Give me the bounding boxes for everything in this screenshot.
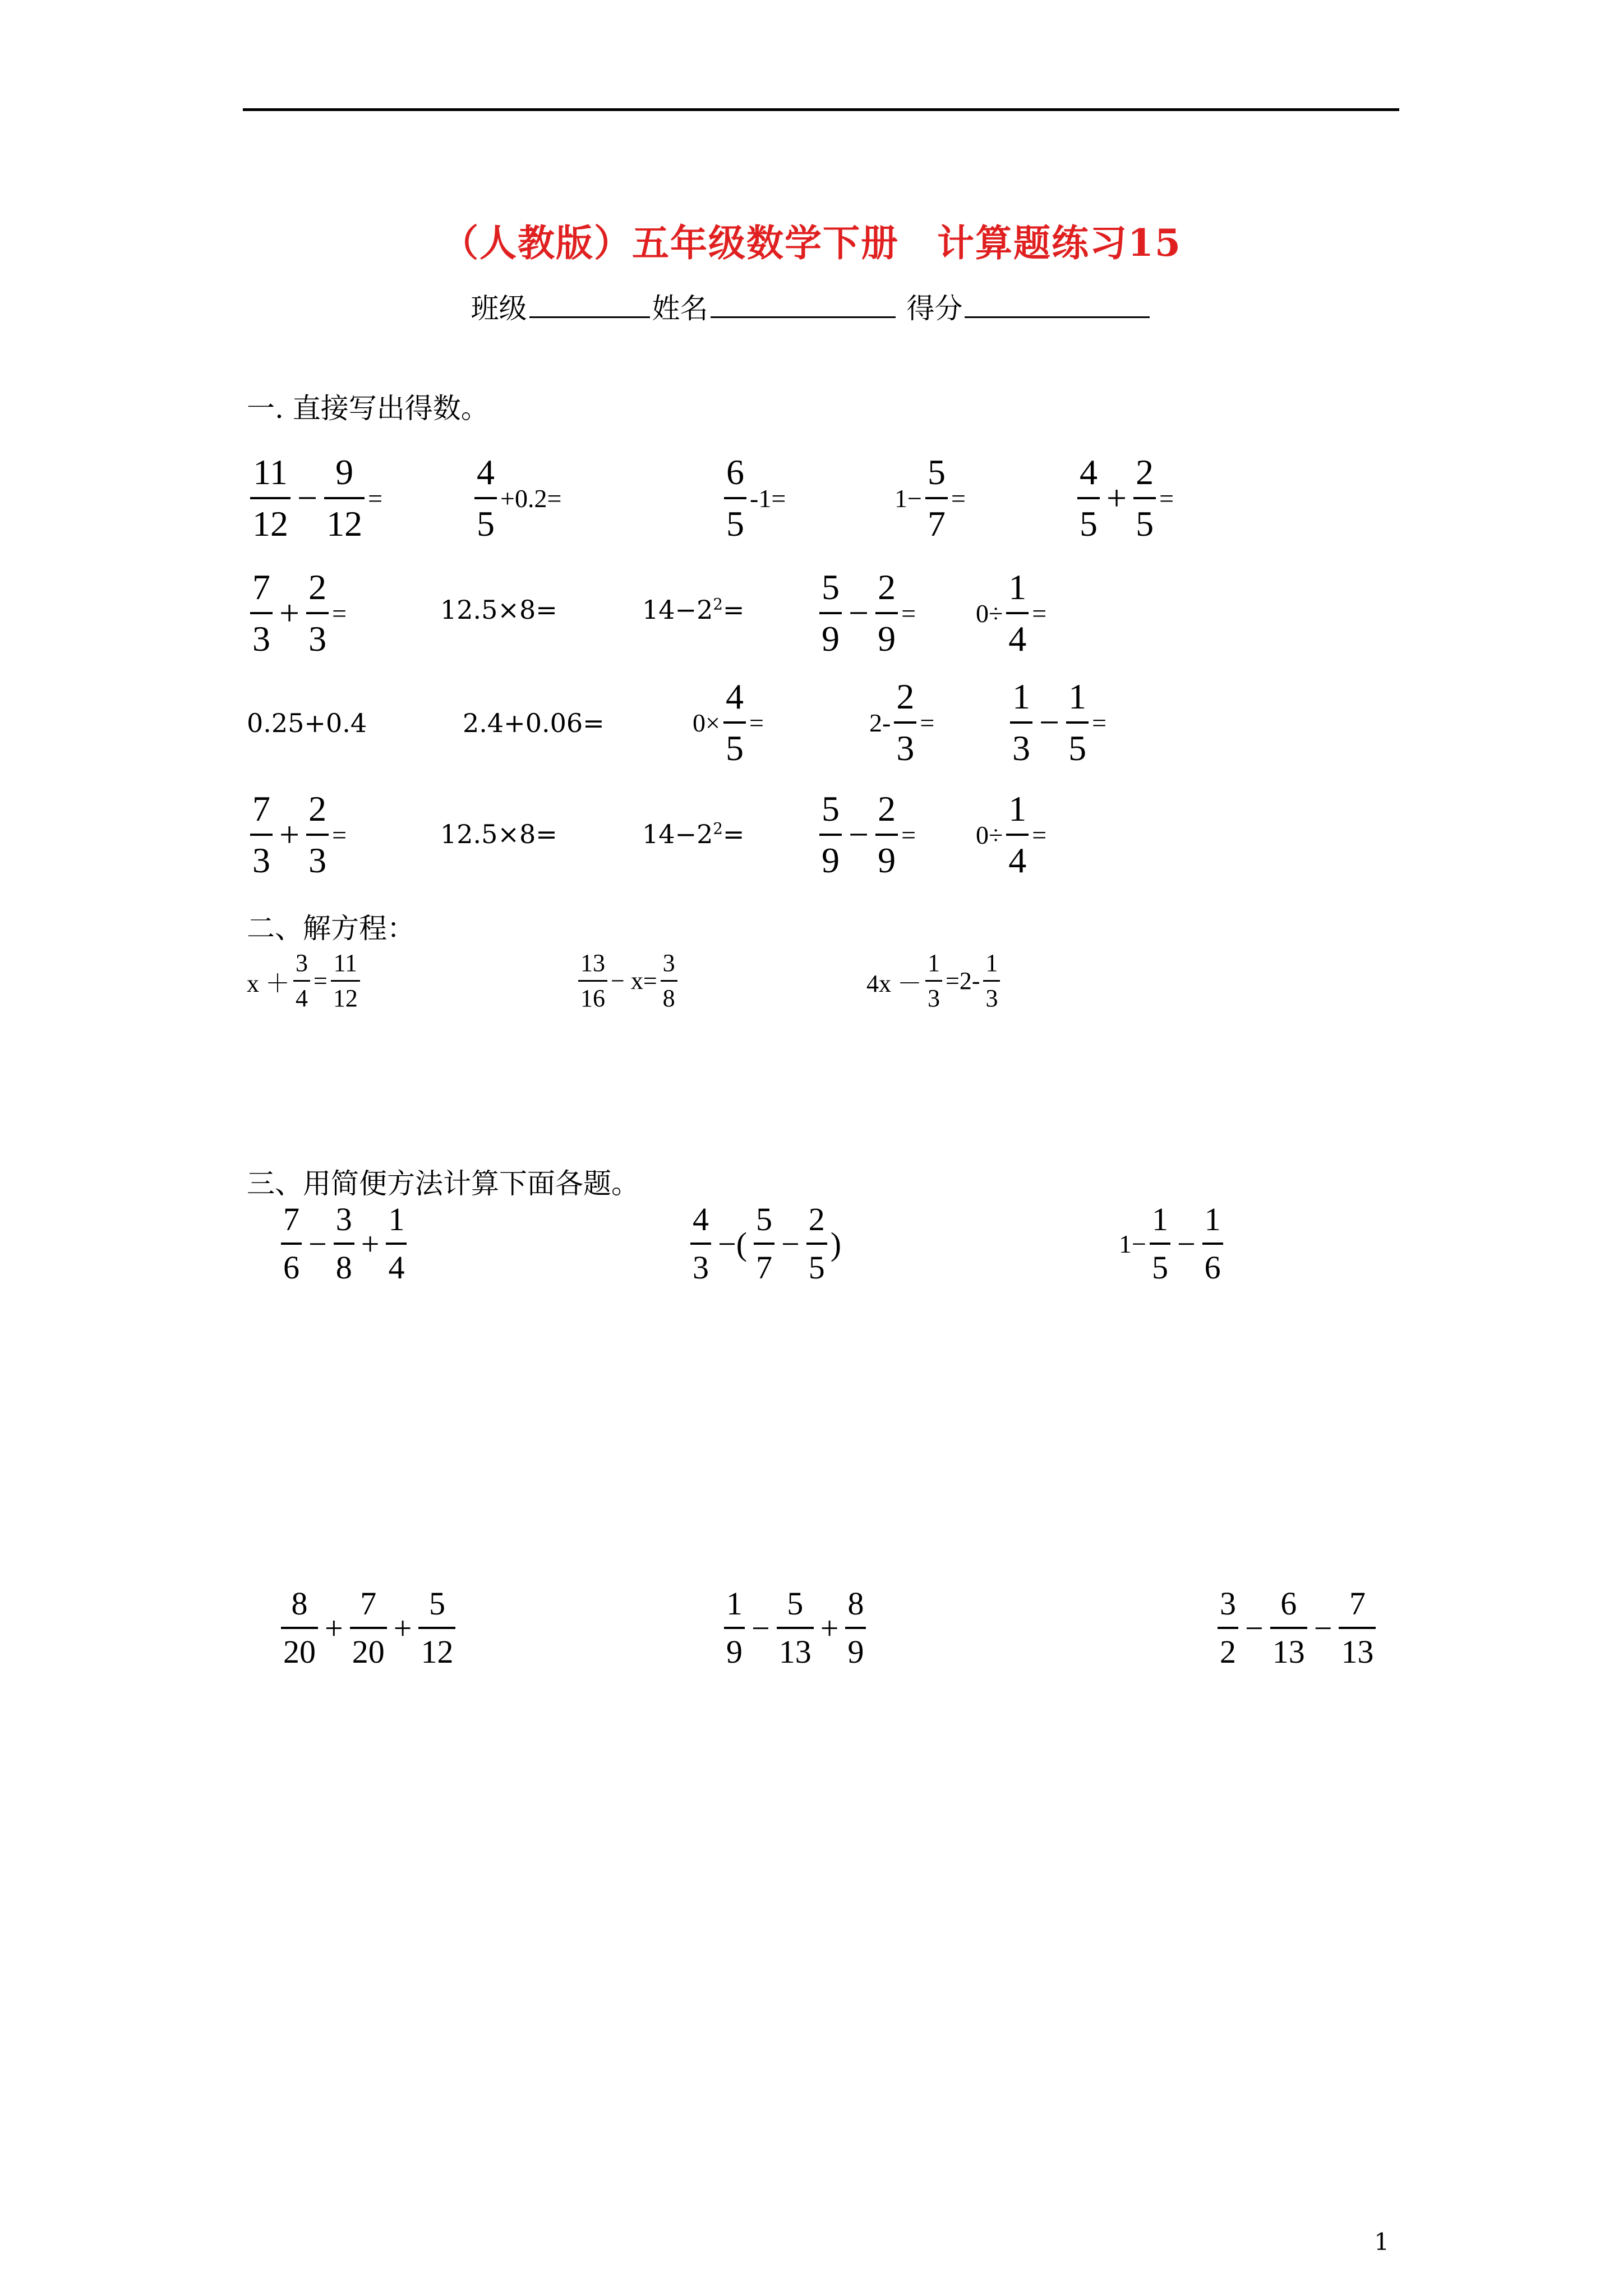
numerator: 6 [726, 452, 744, 492]
denominator: 3 [308, 840, 327, 880]
math-text: +0.2= [500, 484, 562, 513]
math-text: = [1159, 484, 1174, 513]
fraction [875, 569, 898, 657]
numerator: 1 [726, 1585, 743, 1622]
denominator: 3 [985, 984, 998, 1012]
denominator: 5 [725, 728, 744, 768]
fraction [661, 951, 677, 1011]
problem-4-3: $14-2^2=$ [642, 819, 745, 849]
math-text: = [920, 708, 935, 737]
fraction [894, 679, 916, 766]
fraction-bar [1010, 721, 1032, 724]
denominator: 12 [326, 504, 363, 544]
numerator: 7 [252, 567, 270, 607]
numerator: 4 [1080, 452, 1098, 492]
fraction [1270, 1585, 1307, 1670]
fraction-bar [1133, 497, 1156, 499]
numerator: 7 [360, 1585, 377, 1622]
math-text: 0÷ [976, 599, 1003, 628]
problem-4-2: 12.5×8= [440, 819, 557, 849]
fraction-bar [894, 721, 916, 724]
denominator: 5 [477, 504, 495, 544]
denominator: 9 [878, 840, 896, 880]
problem-4-1 [247, 791, 347, 878]
math-text: -1= [750, 484, 786, 513]
numerator: 8 [847, 1585, 864, 1622]
fraction-bar [1339, 1627, 1376, 1629]
fraction-bar [334, 1243, 354, 1245]
numerator: 1 [928, 949, 940, 977]
simplify-6 [1214, 1585, 1379, 1670]
denominator: 3 [308, 619, 327, 659]
numerator: 2 [1136, 452, 1154, 492]
math-text: 4x － [866, 969, 922, 997]
fraction [1339, 1585, 1376, 1670]
math-text: 0× [693, 708, 720, 737]
numerator: 5 [428, 1585, 445, 1622]
student-info-line [0, 286, 1623, 326]
numerator: 11 [253, 452, 288, 492]
fraction-bar [875, 834, 898, 836]
denominator: 6 [283, 1249, 299, 1286]
fraction-bar [925, 497, 948, 499]
fraction-bar [819, 612, 842, 614]
top-rule [243, 108, 1399, 111]
numerator: 2 [308, 567, 327, 607]
numerator: 2 [808, 1201, 825, 1237]
numerator: 1 [1012, 677, 1030, 716]
numerator: 5 [822, 789, 840, 829]
numerator: 3 [1220, 1585, 1236, 1622]
numerator: 8 [291, 1585, 308, 1622]
numerator: 2 [308, 789, 327, 829]
simplify-5 [721, 1585, 869, 1670]
denominator: 20 [283, 1634, 316, 1670]
score-blank[interactable] [965, 292, 1150, 318]
fraction [925, 454, 948, 542]
math-text: = [951, 484, 966, 513]
numerator: 6 [1280, 1585, 1297, 1622]
math-text: = [313, 967, 328, 995]
problem-4-4 [816, 791, 916, 878]
denominator: 16 [580, 984, 605, 1012]
fraction [1218, 1585, 1238, 1670]
fraction-bar [331, 980, 360, 982]
math-text: + [393, 1609, 412, 1646]
math-text: = [1032, 820, 1047, 849]
fraction-bar [1066, 721, 1089, 724]
fraction [690, 1203, 711, 1284]
fraction [386, 1203, 407, 1284]
fraction [1066, 679, 1089, 766]
math-text: − [781, 1225, 800, 1262]
numerator: 4 [477, 452, 495, 492]
fraction-bar [1006, 612, 1029, 614]
fraction [250, 569, 273, 657]
math-text: + [279, 815, 300, 854]
numerator: 1 [1068, 677, 1087, 716]
fraction-bar [875, 612, 898, 614]
problem-1-1 [247, 454, 382, 542]
fraction [250, 454, 291, 542]
fraction [281, 1585, 318, 1670]
numerator: 13 [580, 949, 605, 977]
fraction [983, 951, 1000, 1011]
fraction-bar [925, 980, 942, 982]
math-text: + [361, 1225, 380, 1262]
fraction-bar [806, 1243, 827, 1245]
numerator: 2 [878, 789, 896, 829]
denominator: 5 [1136, 504, 1154, 544]
math-text: = [332, 820, 347, 849]
numerator: 1 [1008, 567, 1027, 607]
math-text: + [820, 1609, 839, 1646]
fraction-bar [324, 497, 365, 499]
numerator: 11 [333, 949, 358, 977]
fraction [819, 569, 842, 657]
numerator: 1 [1151, 1201, 1168, 1237]
equation-1 [247, 951, 363, 1011]
denominator: 13 [1341, 1634, 1374, 1670]
fraction-bar [306, 834, 329, 836]
fraction-bar [250, 497, 291, 499]
fraction-bar [690, 1243, 711, 1245]
score-label: 得分 [906, 292, 963, 325]
fraction-bar [1150, 1243, 1170, 1245]
denominator: 8 [335, 1249, 352, 1286]
fraction [723, 679, 746, 766]
problem-2-2: 12.5×8= [440, 595, 557, 625]
fraction-bar [281, 1243, 302, 1245]
fraction [1006, 791, 1029, 878]
math-text: − [849, 593, 869, 633]
fraction-bar [281, 1627, 318, 1629]
simplify-3 [1119, 1203, 1227, 1284]
denominator: 7 [927, 504, 946, 544]
denominator: 5 [1151, 1249, 1168, 1286]
problem-2-4 [816, 569, 916, 657]
numerator: 3 [296, 949, 308, 977]
math-text: = [368, 484, 383, 513]
denominator: 5 [808, 1249, 825, 1286]
equation-2 [575, 951, 681, 1011]
math-text: −( [718, 1225, 748, 1262]
numerator: 2 [896, 677, 915, 716]
fraction-bar [250, 612, 273, 614]
numerator: 7 [283, 1201, 299, 1237]
page-title: （人教版）五年级数学下册 计算题练习15 [441, 221, 1182, 265]
fraction [474, 454, 497, 542]
fraction-bar [1218, 1627, 1238, 1629]
numerator: 4 [725, 677, 744, 716]
math-text: + [1106, 478, 1127, 518]
problem-2-3: $14-2^2=$ [642, 595, 745, 625]
fraction [293, 951, 310, 1011]
denominator: 9 [847, 1634, 864, 1670]
numerator: 1 [1204, 1201, 1221, 1237]
denominator: 9 [878, 619, 896, 659]
fraction [819, 791, 842, 878]
problem-1-3 [721, 454, 786, 542]
fraction [724, 1585, 745, 1670]
denominator: 12 [252, 504, 288, 544]
denominator: 3 [1012, 728, 1030, 768]
fraction-bar [386, 1243, 407, 1245]
fraction [777, 1585, 814, 1670]
fraction-bar [1077, 497, 1100, 499]
denominator: 13 [778, 1634, 811, 1670]
fraction-bar [293, 980, 310, 982]
denominator: 9 [822, 840, 840, 880]
numerator: 4 [693, 1201, 709, 1237]
simplify-4 [278, 1585, 459, 1670]
fraction [1010, 679, 1032, 766]
fraction [754, 1203, 774, 1284]
numerator: 2 [878, 567, 896, 607]
denominator: 20 [352, 1634, 385, 1670]
fraction [306, 569, 329, 657]
denominator: 3 [252, 840, 270, 880]
fraction [806, 1203, 827, 1284]
fraction-bar [350, 1627, 387, 1629]
simplify-1 [278, 1203, 410, 1284]
fraction [925, 951, 942, 1011]
math-text: − [849, 815, 869, 854]
denominator: 5 [1068, 728, 1087, 768]
fraction [281, 1203, 302, 1284]
numerator: 5 [927, 452, 946, 492]
denominator: 5 [726, 504, 744, 544]
fraction [1006, 569, 1029, 657]
fraction [1133, 454, 1156, 542]
page-number: 1 [1374, 2228, 1389, 2256]
math-text: 1− [895, 484, 922, 513]
denominator: 3 [693, 1249, 709, 1286]
fraction-bar [777, 1627, 814, 1629]
fraction [334, 1203, 354, 1284]
fraction-bar [723, 721, 746, 724]
numerator: 1 [388, 1201, 405, 1237]
simplify-2: $\frac{4}{3}$ −( $\frac{5}{7}$ − $\frac{2}{5}$ ) [687, 1203, 841, 1284]
fraction [250, 791, 273, 878]
fraction [306, 791, 329, 878]
numerator: 9 [335, 452, 354, 492]
denominator: 3 [896, 728, 915, 768]
denominator: 9 [726, 1634, 743, 1670]
class-label: 班级 [471, 292, 527, 325]
math-text: + [325, 1609, 343, 1646]
fraction-bar [1270, 1627, 1307, 1629]
fraction-bar [1202, 1243, 1223, 1245]
problem-3-1: 0.25+0.4 [247, 708, 367, 738]
class-blank[interactable] [529, 292, 650, 318]
numerator: 7 [1349, 1585, 1366, 1622]
fraction [578, 951, 607, 1011]
numerator: 3 [662, 949, 675, 977]
fraction [1077, 454, 1100, 542]
denominator: 4 [1008, 840, 1027, 880]
numerator: 3 [335, 1201, 352, 1237]
numerator: 5 [756, 1201, 773, 1237]
fraction [724, 454, 746, 542]
problem-2-1 [247, 569, 347, 657]
fraction-bar [754, 1243, 774, 1245]
denominator: 2 [1220, 1634, 1236, 1670]
denominator: 4 [296, 984, 308, 1012]
math-text: − [1245, 1609, 1264, 1646]
problem-3-3 [693, 679, 764, 766]
denominator: 12 [333, 984, 358, 1012]
fraction [845, 1585, 866, 1670]
denominator: 13 [1272, 1634, 1305, 1670]
fraction-bar [418, 1627, 455, 1629]
math-text: − [1313, 1609, 1332, 1646]
math-text: − x= [611, 967, 657, 995]
section-2-heading: 二、解方程： [247, 912, 415, 945]
name-blank[interactable] [711, 292, 896, 318]
fraction [1202, 1203, 1223, 1284]
problem-3-5 [1007, 679, 1106, 766]
math-text: x ＋ [247, 969, 290, 997]
fraction-bar [1006, 834, 1029, 836]
numerator: 1 [1008, 789, 1027, 829]
equation-3 [866, 951, 1003, 1011]
math-text: 0÷ [976, 820, 1003, 849]
problem-3-2: 2.4+0.06= [463, 708, 605, 738]
math-text: = [1032, 599, 1047, 628]
denominator: 5 [1080, 504, 1098, 544]
denominator: 3 [252, 619, 270, 659]
problem-3-4 [869, 679, 934, 766]
denominator: 4 [1008, 619, 1027, 659]
name-label: 姓名 [652, 292, 708, 325]
fraction [1150, 1203, 1170, 1284]
denominator: 6 [1204, 1249, 1221, 1286]
fraction-bar [306, 612, 329, 614]
fraction-bar [724, 1627, 745, 1629]
fraction-bar [983, 980, 1000, 982]
math-text: 2 [713, 819, 723, 838]
problem-1-5 [1074, 454, 1174, 542]
denominator: 3 [928, 984, 940, 1012]
denominator: 12 [421, 1634, 454, 1670]
math-text: + [279, 593, 300, 633]
fraction-bar [845, 1627, 866, 1629]
section-1-heading: 一. 直接写出得数。 [247, 392, 489, 425]
math-text: 2 [713, 595, 723, 614]
problem-1-2 [471, 454, 561, 542]
numerator: 5 [787, 1585, 804, 1622]
math-text: = [901, 599, 916, 628]
math-text: − [1177, 1225, 1196, 1262]
fraction-bar [819, 834, 842, 836]
math-text: − [751, 1609, 770, 1646]
fraction-bar [250, 834, 273, 836]
numerator: 7 [252, 789, 270, 829]
denominator: 8 [662, 984, 675, 1012]
fraction-bar [578, 980, 607, 982]
denominator: 9 [822, 619, 840, 659]
numerator: 5 [822, 567, 840, 607]
math-text: − [1039, 702, 1060, 742]
fraction [350, 1585, 387, 1670]
fraction [418, 1585, 455, 1670]
math-text: = [1092, 708, 1107, 737]
fraction [331, 951, 360, 1011]
math-text: − [297, 478, 318, 518]
problem-2-5 [976, 569, 1046, 657]
section-3-heading: 三、用简便方法计算下面各题。 [247, 1167, 639, 1200]
denominator: 7 [756, 1249, 773, 1286]
fraction-bar [724, 497, 746, 499]
numerator: 1 [985, 949, 998, 977]
math-text: 1− [1119, 1229, 1146, 1258]
fraction [324, 454, 365, 542]
math-text: 2- [869, 708, 891, 737]
math-text: = [749, 708, 764, 737]
math-text: = [332, 599, 347, 628]
fraction [875, 791, 898, 878]
fraction-bar [661, 980, 677, 982]
problem-1-4 [895, 454, 966, 542]
denominator: 4 [388, 1249, 405, 1286]
fraction-bar [474, 497, 497, 499]
problem-4-5 [976, 791, 1046, 878]
math-text: − [308, 1225, 327, 1262]
math-text: = [901, 820, 916, 849]
math-text: =2- [946, 967, 980, 995]
